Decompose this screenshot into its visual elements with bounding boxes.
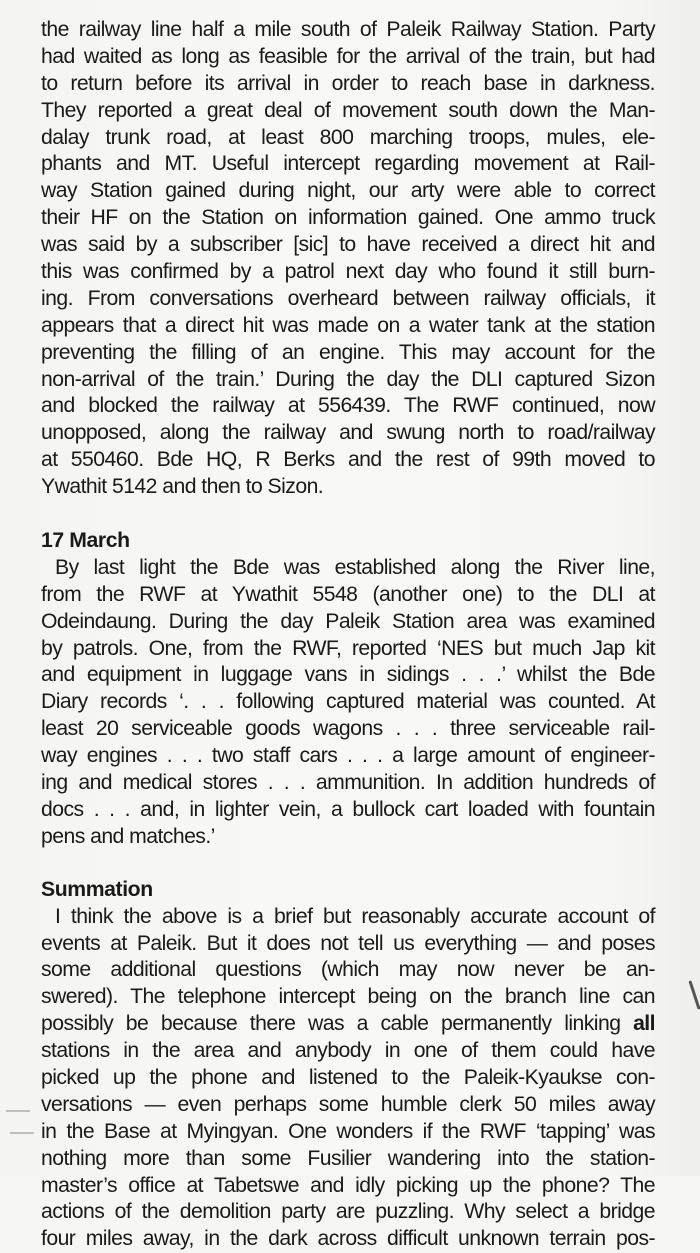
text-line: and blocked the railway at 556439. The RWF continued, now: [41, 394, 655, 418]
text-line: I think the above is a brief but reasonably accurate account of: [55, 904, 655, 928]
text-line: their HF on the Station on information gained. One ammo truck: [41, 206, 655, 230]
text-line: They reported a great deal of movement south down the Man-: [41, 98, 655, 122]
text-line: at 550460. Bde HQ, R Berks and the rest of 99th moved to: [41, 448, 655, 472]
text-line: way Station gained during night, our arty were able to correct: [41, 179, 655, 203]
text-fragment: possibly be because there was a cable permanently linking: [41, 1012, 634, 1036]
text-line: from the RWF at Ywathit 5548 (another one) to the DLI at: [41, 582, 655, 606]
text-line: nothing more than some Fusilier wandering into the station-: [41, 1146, 655, 1170]
text-line: pens and matches.’: [41, 824, 215, 848]
text-line: phants and MT. Useful intercept regarding movement at Rail-: [41, 152, 655, 176]
text-line: dalay trunk road, at least 800 marching troops, mules, ele-: [41, 125, 655, 149]
text-line: was said by a subscriber [sic] to have received a direct hit and: [41, 233, 655, 257]
paragraph-1: [41, 17, 655, 501]
text-line: some additional questions (which may now never be an-: [41, 958, 655, 982]
text-line: events at Paleik. But it does not tell us everything — and poses: [41, 931, 655, 955]
paragraph-2: [41, 555, 655, 851]
text-line: had waited as long as feasible for the arrival of the train, but had: [41, 44, 655, 68]
text-line: appears that a direct hit was made on a water tank at the station: [41, 313, 655, 337]
text-line: least 20 serviceable goods wagons . . . three serviceable rail-: [41, 717, 655, 741]
text-line: docs . . . and, in lighter vein, a bullock cart loaded with fountain: [41, 797, 655, 821]
text-line: in the Base at Myingyan. One wonders if the RWF ‘tapping’ was: [41, 1119, 655, 1143]
text-line: stations in the area and anybody in one of them could have: [41, 1039, 655, 1063]
section-heading-summation: Summation: [41, 877, 153, 901]
text-line: ing and medical stores . . . ammunition. In addition hundreds of: [41, 771, 655, 795]
text-line: way engines . . . two staff cars . . . a large amount of engineer-: [41, 744, 655, 768]
text-line: By last light the Bde was established along the River line,: [55, 555, 655, 579]
text-line: the railway line half a mile south of Paleik Railway Station. Party: [41, 18, 655, 41]
text-line: swered). The telephone intercept being on the branch line can: [41, 985, 655, 1009]
text-column: [41, 17, 655, 1253]
text-line: picked up the phone and listened to the Paleik-Kyaukse con-: [41, 1065, 655, 1089]
scan-artifact-dash: [10, 1132, 34, 1134]
text-line-with-emphasis: [41, 1011, 655, 1038]
text-line: versations — even perhaps some humble clerk 50 miles away: [41, 1092, 655, 1116]
text-line: actions of the demolition party are puzzling. Why select a bridge: [41, 1200, 655, 1224]
text-line: and equipment in luggage vans in sidings . . .’ whilst the Bde: [41, 663, 655, 687]
text-line: unopposed, along the railway and swung north to road/railway: [41, 421, 655, 445]
text-line: non-arrival of the train.’ During the day the DLI captured Sizon: [41, 367, 655, 391]
scan-artifact-dash: [6, 1110, 30, 1112]
text-line: four miles away, in the dark across difficult unknown terrain pos-: [41, 1227, 655, 1251]
text-line: this was confirmed by a patrol next day who found it still burn-: [41, 260, 655, 284]
text-line: Ywathit 5142 and then to Sizon.: [41, 475, 324, 499]
section-gap: [41, 851, 655, 877]
section-gap: [41, 501, 655, 528]
text-line: Diary records ‘. . . following captured material was counted. At: [41, 690, 655, 714]
text-line: ing. From conversations overheard between railway officials, it: [41, 286, 655, 310]
text-line: Odeindaung. During the day Paleik Station area was examined: [41, 609, 655, 633]
scan-artifact-mark: [688, 980, 700, 1009]
text-line: master’s office at Tabetswe and idly picking up the phone? The: [41, 1173, 655, 1197]
paragraph-3: [41, 904, 655, 1253]
section-heading-17-march: 17 March: [41, 529, 130, 553]
text-line: to return before its arrival in order to reach base in darkness.: [41, 71, 655, 95]
text-line: by patrols. One, from the RWF, reported ‘NES but much Jap kit: [41, 636, 655, 660]
emphasis-word: all: [633, 1012, 655, 1036]
text-line: preventing the filling of an engine. This may account for the: [41, 340, 655, 364]
